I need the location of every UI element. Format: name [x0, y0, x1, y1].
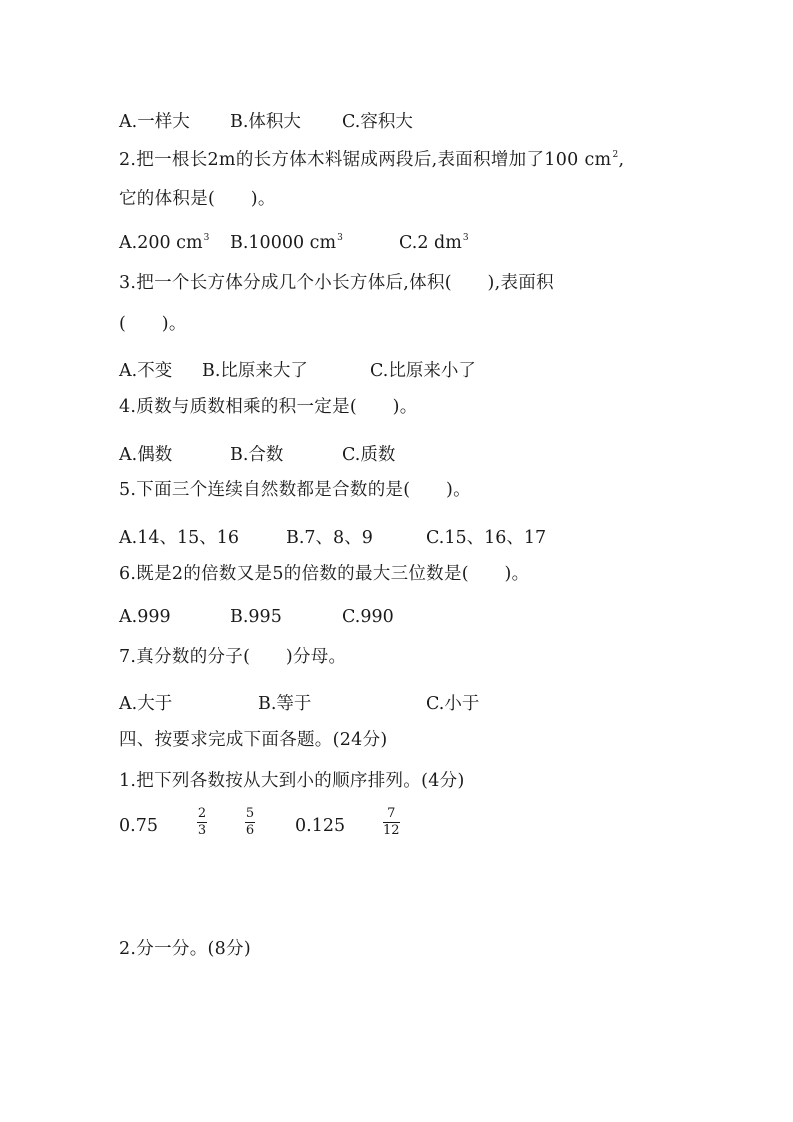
q2-option-a-sup: 3	[203, 233, 210, 243]
q2-option-a-text: A.200 cm	[119, 233, 203, 253]
q2-unit-sup: 2	[612, 150, 619, 160]
q2-option-b	[230, 233, 343, 253]
q3-option-c: C.比原来小了	[370, 361, 476, 381]
fraction-3-numerator: 7	[387, 806, 396, 821]
s4q1-fraction-3	[383, 807, 400, 839]
fraction-1-denominator: 3	[197, 823, 207, 839]
q4-option-a: A.偶数	[119, 445, 173, 465]
s4q1-fraction-2	[245, 807, 255, 839]
q6-question: 6.既是2的倍数又是5的倍数的最大三位数是( )。	[119, 564, 530, 584]
q2-line2: 它的体积是( )。	[119, 189, 276, 209]
fraction-2-numerator: 5	[245, 806, 255, 821]
q2-option-b-sup: 3	[337, 233, 343, 243]
q6-option-b: B.995	[230, 607, 282, 627]
q5-option-b: B.7、8、9	[286, 528, 373, 548]
q2-line1-end: ,	[618, 150, 625, 170]
q2-option-c-sup: 3	[462, 233, 469, 243]
s4q2-question: 2.分一分。(8分)	[119, 939, 251, 959]
q2-question	[119, 151, 624, 170]
q5-option-a: A.14、15、16	[119, 528, 240, 548]
q4-question: 4.质数与质数相乘的积一定是( )。	[119, 397, 418, 417]
q7-question: 7.真分数的分子( )分母。	[119, 647, 347, 667]
fraction-2-denominator: 6	[245, 823, 255, 839]
s4q1-number-1: 0.75	[119, 816, 158, 836]
q4-option-b: B.合数	[230, 445, 284, 465]
q1-option-b: B.体积大	[230, 112, 301, 132]
q7-option-c: C.小于	[426, 694, 480, 714]
q2-option-b-text: B.10000 cm	[230, 233, 337, 253]
fraction-3-denominator: 12	[383, 823, 400, 839]
q2-option-c	[399, 233, 469, 253]
q7-option-b: B.等于	[258, 694, 312, 714]
q5-option-c: C.15、16、17	[426, 528, 547, 548]
s4q1-question: 1.把下列各数按从大到小的顺序排列。(4分)	[119, 771, 465, 791]
q4-option-c: C.质数	[342, 445, 396, 465]
fraction-1-numerator: 2	[197, 806, 207, 821]
q2-line1: 2.把一根长2m的长方体木料锯成两段后,表面积增加了100 cm	[119, 150, 612, 170]
q3-line2: ( )。	[119, 314, 187, 334]
q2-option-c-text: C.2 dm	[399, 233, 462, 253]
q3-option-b: B.比原来大了	[202, 361, 308, 381]
q6-option-a: A.999	[119, 607, 171, 627]
q3-option-a: A.不变	[119, 361, 173, 381]
q7-option-a: A.大于	[119, 694, 173, 714]
s4q1-fraction-1	[197, 807, 207, 839]
q2-option-a	[119, 233, 209, 253]
q1-option-a: A.一样大	[119, 112, 190, 132]
q3-line1: 3.把一个长方体分成几个小长方体后,体积( ),表面积	[119, 273, 554, 293]
section4-title: 四、按要求完成下面各题。(24分)	[119, 730, 388, 750]
q5-question: 5.下面三个连续自然数都是合数的是( )。	[119, 480, 471, 500]
q1-option-c: C.容积大	[342, 112, 413, 132]
q6-option-c: C.990	[342, 607, 394, 627]
s4q1-number-2: 0.125	[295, 816, 346, 836]
